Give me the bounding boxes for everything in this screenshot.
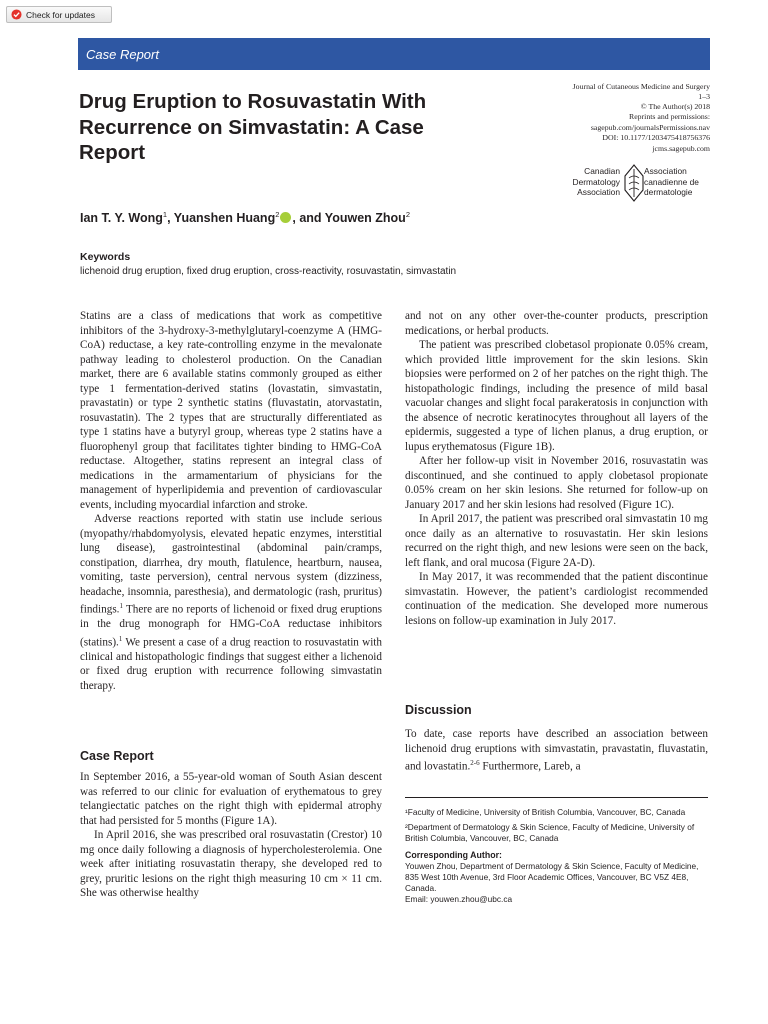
copyright: © The Author(s) 2018 xyxy=(640,102,710,111)
check-for-updates-badge[interactable] xyxy=(6,6,112,23)
corresponding-author-address: Youwen Zhou, Department of Dermatology & Skin Science, Faculty of Medicine, 835 West 10th Avenue, 3rd Floor Academic Offices, Vancouver, BC V5Z 4E8, Canada. xyxy=(405,861,699,893)
affiliation-marker: 2 xyxy=(275,210,280,219)
logo-text-line: dermatologie xyxy=(644,187,693,197)
reprints-label: Reprints and permissions: xyxy=(629,112,710,121)
body-paragraph xyxy=(80,512,382,693)
text-span: Furthermore, Lareb, a xyxy=(479,760,581,773)
article-type-label: Case Report xyxy=(86,46,159,62)
reprints-link[interactable]: sagepub.com/journalsPermissions.nav xyxy=(590,123,710,132)
logo-text-line: canadienne de xyxy=(644,176,699,187)
corresponding-author-heading: Corresponding Author: xyxy=(405,850,502,860)
body-paragraph xyxy=(405,727,708,774)
cda-logo xyxy=(560,164,712,204)
footnotes xyxy=(405,807,708,909)
body-paragraph: In September 2016, a 55-year-old woman of South Asian descent was referred to our clinic for evaluation of erythematous to grey telangiectatic patches on the right thigh with epidermal atrophy that had persisted for 5 months (Figure 1A). xyxy=(80,771,382,827)
author-list xyxy=(80,210,410,225)
affiliation-marker: 2 xyxy=(405,210,410,219)
author-separator: , and xyxy=(292,211,325,226)
body-paragraph: Statins are a class of medications that work as competitive inhibitors of the 3-hydroxy-3-methylglutaryl-coenzyme A (HMG-CoA) reductase, a key rate-controlling enzyme in the mevalonate pathway leading to cholesterol production. On the Canadian market, there are 6 available statins commonly grouped as either type 1 fermentation-derived statins (lovastatin, simvastatin, pravastatin) or type 2 synthetic statins (fluvastatin, atorvastatin, rosuvastatin). The 2 types that are structurally differentiated as type 1 statins have a butyryl group, whereas type 2 statins have a fluorophenyl group that facilitates tighter binding to HMG-CoA reductase. Altogether, statins represent an integral class of medications in the armamentarium of physicians for the management of hyperlipidemia and prevention of cardiovascular events, including myocardial infarction and stroke. xyxy=(80,310,382,511)
body-paragraph: In May 2017, it was recommended that the patient discontinue simvastatin. However, the patient’s cardiologist recommended continuation of the medication. She developed more numerous lesions on follow-up examination in July 2017. xyxy=(405,571,708,627)
body-paragraph: After her follow-up visit in November 2016, rosuvastatin was discontinued, and she continued to apply clobetasol propionate 0.05% cream on her skin lesions. She returned for follow-up on January 2017 and her skin lesions had resolved (Figure 1C). xyxy=(405,455,708,511)
discussion-section xyxy=(405,727,708,774)
author-name: Ian T. Y. Wong xyxy=(80,211,163,226)
journal-site-link[interactable]: jcms.sagepub.com xyxy=(652,144,710,153)
body-paragraph: In April 2017, the patient was prescribed oral simvastatin 10 mg once daily as an alternative to rosuvastatin. Her skin lesions recurred on the right thigh, and new lesions were seen on the back, left flank, and oral mucosa (Figure 2A-D). xyxy=(405,513,708,569)
keywords-text: lichenoid drug eruption, fixed drug eruption, cross-reactivity, rosuvastatin, simvastatin xyxy=(80,266,457,277)
text-span: To date, case reports have described an association between lichenoid drug eruptions with simvastatin, pravastatin, fluvastatin, and lovastatin. xyxy=(405,728,708,773)
logo-text-english xyxy=(550,166,620,198)
keywords-heading: Keywords xyxy=(80,251,131,263)
logo-text-french xyxy=(644,166,714,198)
discussion-heading: Discussion xyxy=(405,703,472,717)
corresponding-author-email[interactable]: Email: youwen.zhou@ubc.ca xyxy=(405,894,513,904)
body-paragraph: In April 2016, she was prescribed oral rosuvastatin (Crestor) 10 mg once daily following a diagnosis of hypercholesterolemia. One week after initiating rosuvastatin therapy, she developed red to grey, pruritic lesions on the right thigh measuring 10 cm × 11 cm. She was otherwise healthy xyxy=(80,829,382,899)
case-report-heading: Case Report xyxy=(80,749,154,763)
check-for-updates-label: Check for updates xyxy=(26,9,95,20)
logo-text-line: Dermatology xyxy=(572,176,620,187)
text-span: There are no reports of lichenoid or fixed drug eruptions in the drug monograph for HMG-CoA reductase inhibitors (statins). xyxy=(80,603,382,649)
page-range: 1–3 xyxy=(698,92,710,101)
citation-marker: 2-6 xyxy=(470,759,480,767)
article-title: Drug Eruption to Rosuvastatin With Recurrence on Simvastatin: A Case Report xyxy=(79,90,427,164)
cda-emblem-icon xyxy=(623,164,645,202)
citation-marker: 1 xyxy=(118,634,123,643)
affiliation-marker: 1 xyxy=(162,210,168,219)
logo-text-line: Association xyxy=(644,166,687,176)
doi[interactable]: DOI: 10.1177/1203475418756376 xyxy=(602,133,710,142)
footnote-divider xyxy=(405,797,708,798)
text-span: Adverse reactions reported with statin use include serious (myopathy/rhabdomyolysis, elevated hepatic enzymes, interstitial lung disease), gastrointestinal (abdominal pain/cramps, constipation, diarrhea, dry mouth, flatulence, heartburn, nausea, vomiting, taste perversion), central nervous system (dizziness, headache, insomnia, paresthesia), and dermatologic (rash, pruritus) findings. xyxy=(80,513,382,616)
affiliation-1: ¹Faculty of Medicine, University of British Columbia, Vancouver, BC, Canada xyxy=(405,807,686,817)
body-paragraph: The patient was prescribed clobetasol propionate 0.05% cream, which provided little improvement for the skin lesions. Skin biopsies were performed on 2 of her patches on the right thigh. The histopathologic findings, including the presence of mild basal vacuolar changes and slight focal parakeratosis in conjunction with the absence of necrotic keratinocytes throughout all layers of the epidermis, suggested a type of lichen planus, a drug eruption, or lupus erythematosus (Figure 1B). xyxy=(405,339,708,453)
case-report-continued xyxy=(405,309,708,628)
article-type-banner xyxy=(78,38,710,70)
text-span: We present a case of a drug reaction to rosuvastatin with clinical and histopathologic findings that suggest either a lichenoid or fixed drug eruption with recurrence following simvastatin therapy. xyxy=(80,636,382,692)
intro-section xyxy=(80,309,382,693)
check-updates-icon xyxy=(11,9,22,20)
body-paragraph: and not on any other over-the-counter products, prescription medications, or herbal products. xyxy=(405,310,708,337)
citation-marker: 1 xyxy=(119,602,123,610)
case-report-section xyxy=(80,770,382,901)
journal-name: Journal of Cutaneous Medicine and Surgery xyxy=(572,82,710,91)
orcid-icon[interactable] xyxy=(280,212,291,223)
author-name: Youwen Zhou xyxy=(324,211,406,226)
affiliation-2: ²Department of Dermatology & Skin Science, Faculty of Medicine, University of British Columbia, Vancouver, BC, Canada xyxy=(405,822,695,843)
author-separator: , xyxy=(167,211,174,226)
author-name: Yuanshen Huang xyxy=(173,211,276,226)
logo-text-line: Canadian xyxy=(584,166,620,176)
logo-text-line: Association xyxy=(577,187,620,197)
